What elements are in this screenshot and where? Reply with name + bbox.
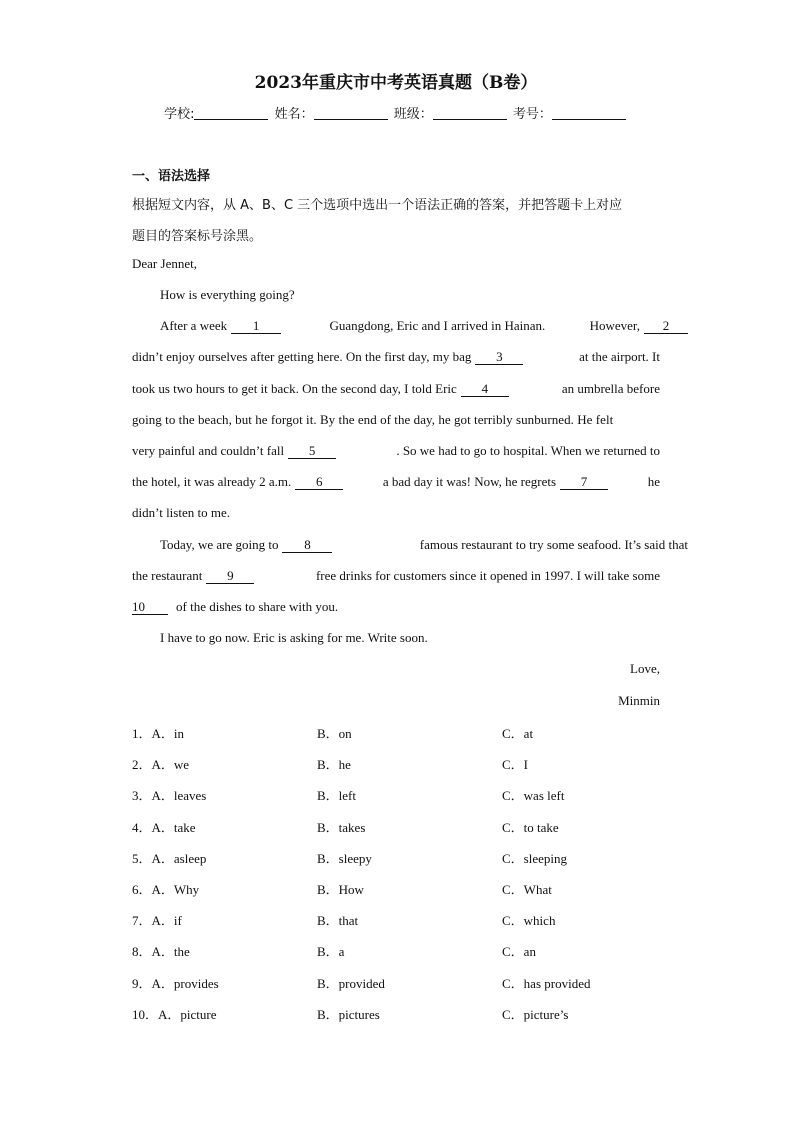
letter-line-6	[132, 473, 660, 491]
text-segment: free drinks for customers since it opened in 1997. I will take some	[315, 568, 660, 583]
option-c[interactable]: C．was left	[502, 788, 565, 804]
text-segment: a bad day it was! Now, he regrets	[382, 474, 557, 489]
exam-no-label: 考号：	[512, 107, 552, 122]
option-c[interactable]: C．to take	[502, 819, 559, 835]
option-a[interactable]: 5．A．asleep	[132, 850, 207, 866]
option-c[interactable]: C．has provided	[502, 975, 591, 991]
letter-line-10	[132, 598, 660, 616]
blank-7: 7	[560, 474, 608, 490]
text-segment: However,	[589, 318, 640, 333]
letter-line-p1: How is everything going?	[160, 287, 295, 302]
option-row	[132, 754, 660, 772]
section-instruction	[132, 190, 660, 252]
option-a[interactable]: 2．A．we	[132, 757, 190, 773]
option-a[interactable]: 8．A．the	[132, 944, 190, 960]
letter-line-7: didn’t listen to me.	[132, 505, 230, 520]
option-b[interactable]: B．a	[317, 944, 345, 960]
option-row	[132, 941, 660, 959]
exam-no-blank[interactable]	[552, 107, 626, 120]
letter-line-5	[132, 442, 660, 460]
option-a[interactable]: 6．A．Why	[132, 882, 200, 897]
option-row	[132, 785, 660, 803]
letter-line-11: I have to go now. Eric is asking for me. Write soon.	[160, 630, 428, 645]
option-b[interactable]: B．he	[317, 757, 351, 773]
option-c[interactable]: C．picture’s	[502, 1006, 569, 1022]
letter-signature: Minmin	[618, 693, 660, 708]
instruction-line-2: 题目的答案标号涂黑。	[132, 229, 263, 244]
option-b[interactable]: B．on	[317, 726, 352, 741]
blank-3: 3	[475, 349, 523, 365]
school-label: 学校:	[164, 107, 195, 122]
option-row	[132, 879, 660, 897]
option-a[interactable]: 9．A．provides	[132, 975, 219, 991]
text-segment: he	[647, 474, 660, 489]
option-row	[132, 723, 660, 741]
letter-closing: Love,	[630, 661, 660, 676]
option-row	[132, 848, 660, 866]
option-b[interactable]: B．that	[317, 913, 359, 929]
option-b[interactable]: B．takes	[317, 819, 366, 835]
text-segment: Guangdong, Eric and I arrived in Hainan.	[329, 318, 546, 333]
class-label: 班级：	[393, 107, 433, 122]
option-row	[132, 910, 660, 928]
option-c[interactable]: C．an	[502, 944, 536, 960]
option-a[interactable]: 10．A．picture	[132, 1006, 217, 1022]
text-segment: . So we had to go to hospital. When we returned to	[396, 443, 660, 458]
instruction-line-1: 根据短文内容，从 A、B、C 三个选项中选出一个语法正确的答案，并把答题卡上对应	[132, 198, 623, 213]
option-row	[132, 1004, 660, 1022]
text-segment: of the dishes to share with you.	[176, 599, 339, 614]
blank-5: 5	[288, 443, 336, 459]
school-blank[interactable]	[194, 107, 268, 120]
page-title: 2023年重庆市中考英语真题（B卷）	[254, 73, 538, 93]
blank-2: 2	[644, 318, 688, 334]
letter-line-8	[132, 536, 688, 554]
option-b[interactable]: B．left	[317, 788, 356, 804]
name-label: 姓名：	[274, 107, 314, 122]
blank-6: 6	[295, 474, 343, 490]
text-segment: very painful and couldn’t fall	[132, 443, 285, 458]
letter-line-1	[132, 317, 688, 335]
name-blank[interactable]	[314, 107, 388, 120]
letter-line-3	[132, 380, 660, 398]
text-segment: the hotel, it was already 2 a.m.	[132, 474, 292, 489]
blank-4: 4	[461, 381, 509, 397]
blank-9: 9	[206, 568, 254, 584]
student-info-line	[132, 103, 660, 122]
option-b[interactable]: B．provided	[317, 975, 385, 991]
text-segment: at the airport. It	[579, 349, 660, 364]
blank-8: 8	[282, 537, 332, 553]
option-c[interactable]: C．which	[502, 913, 556, 929]
option-c[interactable]: C．What	[502, 882, 552, 897]
option-row	[132, 817, 660, 835]
option-a[interactable]: 7．A．if	[132, 913, 182, 929]
option-row	[132, 973, 660, 991]
text-segment: Today, we are going to	[160, 537, 279, 552]
option-a[interactable]: 4．A．take	[132, 819, 196, 835]
letter-greeting: Dear Jennet,	[132, 256, 197, 271]
option-b[interactable]: B．sleepy	[317, 850, 372, 866]
option-c[interactable]: C．I	[502, 757, 529, 773]
section-title: 一、语法选择	[132, 169, 211, 184]
option-c[interactable]: C．at	[502, 726, 534, 741]
class-blank[interactable]	[433, 107, 507, 120]
text-segment: took us two hours to get it back. On the second day, I told Eric	[132, 381, 457, 396]
option-c[interactable]: C．sleeping	[502, 850, 567, 866]
text-segment: an umbrella before	[561, 381, 660, 396]
blank-1: 1	[231, 318, 281, 334]
letter-line-9	[132, 567, 660, 585]
letter-line-4: going to the beach, but he forgot it. By the end of the day, he got terribly sunburned. He felt	[132, 412, 614, 427]
text-segment: the restaurant	[132, 568, 203, 583]
option-b[interactable]: B．pictures	[317, 1006, 380, 1022]
text-segment: After a week	[160, 318, 228, 333]
option-a[interactable]: 3．A．leaves	[132, 788, 207, 804]
blank-10: 10	[132, 599, 168, 615]
text-segment: famous restaurant to try some seafood. It’s said that	[419, 537, 688, 552]
text-segment: didn’t enjoy ourselves after getting here. On the first day, my bag	[132, 349, 472, 364]
letter-line-2	[132, 348, 660, 366]
option-b[interactable]: B．How	[317, 882, 364, 897]
option-a[interactable]: 1．A．in	[132, 726, 185, 741]
